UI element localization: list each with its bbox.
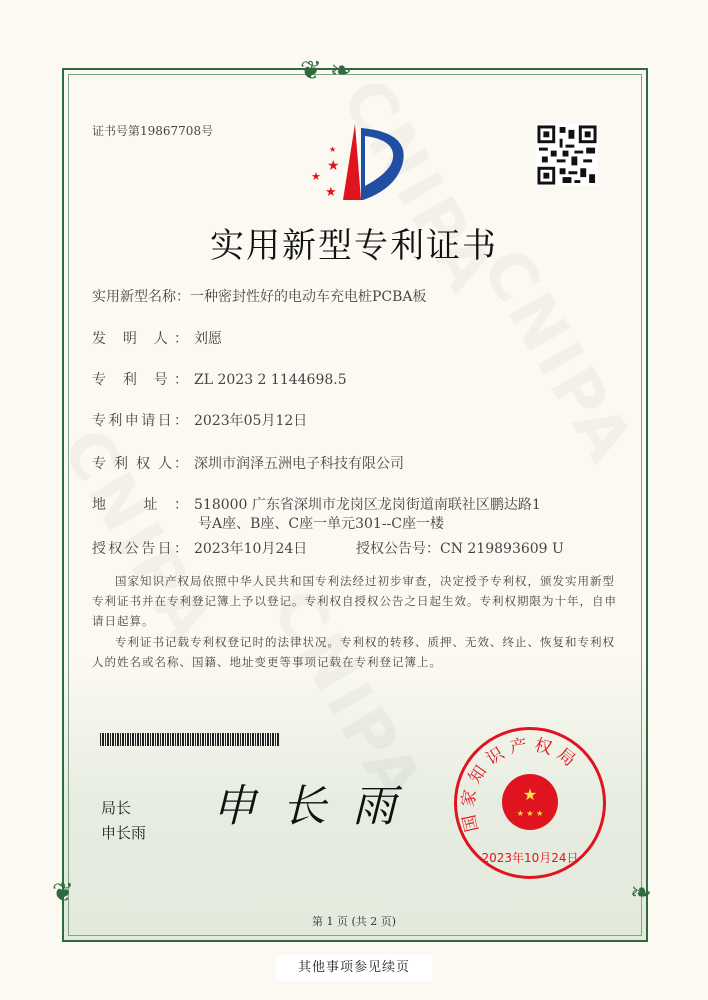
svg-text:★: ★ <box>327 158 340 174</box>
top-ornament: ❦ ❧ <box>300 56 352 86</box>
field-label: 专 利 号： <box>92 372 188 388</box>
statement-paragraph: 国家知识产权局依照中华人民共和国专利法经过初步审查，决定授予专利权，颁发实用新型专利证书并在专利登记簿上予以登记。专利权自授权公告之日起生效。专利权期限为十年，自申请日起算。 <box>92 574 617 628</box>
svg-text:★: ★ <box>325 185 337 200</box>
seal-date: 2023年10月24日 <box>481 851 579 865</box>
svg-text:★: ★ <box>329 145 337 154</box>
field-value: 深圳市润泽五洲电子科技有限公司 <box>194 456 404 472</box>
statement-paragraph: 专利证书记载专利权登记时的法律状况。专利权的转移、质押、无效、终止、恢复和专利权人的姓名或名称、国籍、地址变更等事项记载在专利登记簿上。 <box>92 635 615 669</box>
qr-code <box>536 124 598 186</box>
field-label: 发 明 人： <box>92 331 188 347</box>
field-label: 授权公告号： <box>356 541 440 557</box>
field-label: 专利申请日： <box>92 413 188 429</box>
cnipa-logo <box>305 122 415 202</box>
field-utility-model-name <box>92 286 427 306</box>
field-value: 2023年05月12日 <box>194 413 308 429</box>
field-label: 实用新型名称： <box>92 289 190 305</box>
field-inventor <box>92 328 222 348</box>
corner-ornament-left: ❦ <box>52 878 74 908</box>
page-title: 实用新型专利证书 <box>210 226 498 266</box>
field-application-date <box>92 410 307 430</box>
official-seal <box>454 727 606 879</box>
field-value: 518000 广东省深圳市龙岗区龙岗街道南联社区鹏达路1 <box>194 497 541 513</box>
field-grant-announcement-number <box>356 538 564 558</box>
field-address <box>92 494 541 514</box>
svg-text:★: ★ <box>522 785 538 804</box>
director-title: 局长 <box>101 799 132 817</box>
corner-ornament-right: ❧ <box>630 878 652 908</box>
field-address-line2: 号A座、B座、C座一单元301--C座一楼 <box>198 516 445 532</box>
director-name: 申长雨 <box>101 824 147 842</box>
field-label: 专 利 权 人： <box>92 456 188 472</box>
director-block <box>101 796 146 846</box>
page-number: 第 1 页 (共 2 页) <box>311 915 397 928</box>
svg-text:★ ★ ★: ★ ★ ★ <box>516 809 544 818</box>
barcode <box>100 733 280 746</box>
field-patent-number <box>92 369 347 389</box>
continue-note: 其他事项参见续页 <box>276 955 432 981</box>
svg-text:★: ★ <box>311 170 321 183</box>
field-label: 授权公告日： <box>92 541 188 557</box>
field-value: 一种密封性好的电动车充电桩PCBA板 <box>190 289 427 305</box>
field-value: 刘愿 <box>194 331 222 347</box>
field-value: 2023年10月24日 <box>194 541 308 557</box>
field-value: CN 219893609 U <box>440 541 564 557</box>
certificate-number: 证书号第19867708号 <box>92 124 214 138</box>
field-grant-date <box>92 538 307 558</box>
field-label: 地 址： <box>92 497 188 513</box>
director-signature: 申 长 雨 <box>212 781 402 832</box>
field-patentee <box>92 453 404 473</box>
svg-text:国家知识产权局: 国家知识产权局 <box>458 734 584 834</box>
field-value: ZL 2023 2 1144698.5 <box>194 372 347 388</box>
